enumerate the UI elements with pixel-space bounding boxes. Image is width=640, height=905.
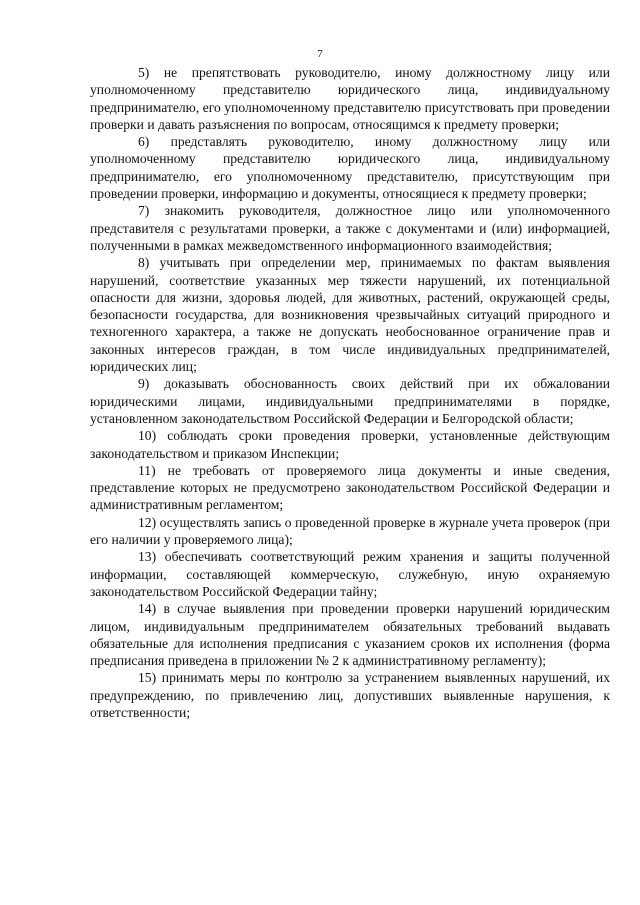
paragraph-item-9: 9) доказывать обоснованность своих действий при их обжаловании юридическими лицами, индивидуальными предпринимателями в порядке, установленном законодательством Российской Федерации и Белгородской области; [90, 376, 610, 426]
paragraph-item-12: 12) осуществлять запись о проведенной проверке в журнале учета проверок (при его наличии у проверяемого лица); [90, 514, 610, 548]
page-number: 7 [317, 48, 323, 60]
paragraph-item-15: 15) принимать меры по контролю за устранением выявленных нарушений, их предупреждению, по привлечению лиц, допустивших выявленные нарушения, к ответственности; [90, 670, 610, 720]
paragraph-item-7: 7) знакомить руководителя, должностное лицо или уполномоченного представителя с результатами проверки, а также с документами и (или) информацией, полученными в рамках межведомственного информационного взаимодействия; [90, 203, 610, 253]
paragraph-item-14: 14) в случае выявления при проведении проверки нарушений юридическим лицом, индивидуальным предпринимателем обязательных требований выдавать обязательные для исполнения предписания с указанием сроков их исполнения (форма предписания приведена в приложении № 2 к административному регламенту); [90, 601, 610, 669]
paragraph-item-6: 6) представлять руководителю, иному должностному лицу или уполномоченному представителю юридического лица, индивидуальному предпринимателю, его уполномоченному представителю, присутствующим при проведении проверки, информацию и документы, относящиеся к предмету проверки; [90, 134, 610, 202]
paragraph-item-5: 5) не препятствовать руководителю, иному должностному лицу или уполномоченному представителю юридического лица, индивидуальному предпринимателю, его уполномоченному представителю присутствовать при проведении проверки и давать разъяснения по вопросам, относящимся к предмету проверки; [90, 65, 610, 132]
paragraph-item-8: 8) учитывать при определении мер, принимаемых по фактам выявления нарушений, соответствие указанных мер тяжести нарушений, их потенциальной опасности для жизни, здоровья людей, для животных, растений, окружающей среды, безопасности государства, для возникновения чрезвычайных ситуаций природного и техногенного характера, а также не допускать необоснованное ограничение прав и законных интересов граждан, в том числе индивидуальных предпринимателей, юридических лиц; [90, 255, 610, 375]
paragraph-item-10: 10) соблюдать сроки проведения проверки, установленные действующим законодательством и приказом Инспекции; [90, 428, 610, 461]
document-body [90, 64, 610, 721]
paragraph-item-13: 13) обеспечивать соответствующий режим хранения и защиты полученной информации, составляющей коммерческую, служебную, иную охраняемую законодательством Российской Федерации тайну; [90, 549, 610, 599]
paragraph-item-11: 11) не требовать от проверяемого лица документы и иные сведения, представление которых не предусмотрено законодательством Российской Федерации и административным регламентом; [90, 462, 610, 513]
